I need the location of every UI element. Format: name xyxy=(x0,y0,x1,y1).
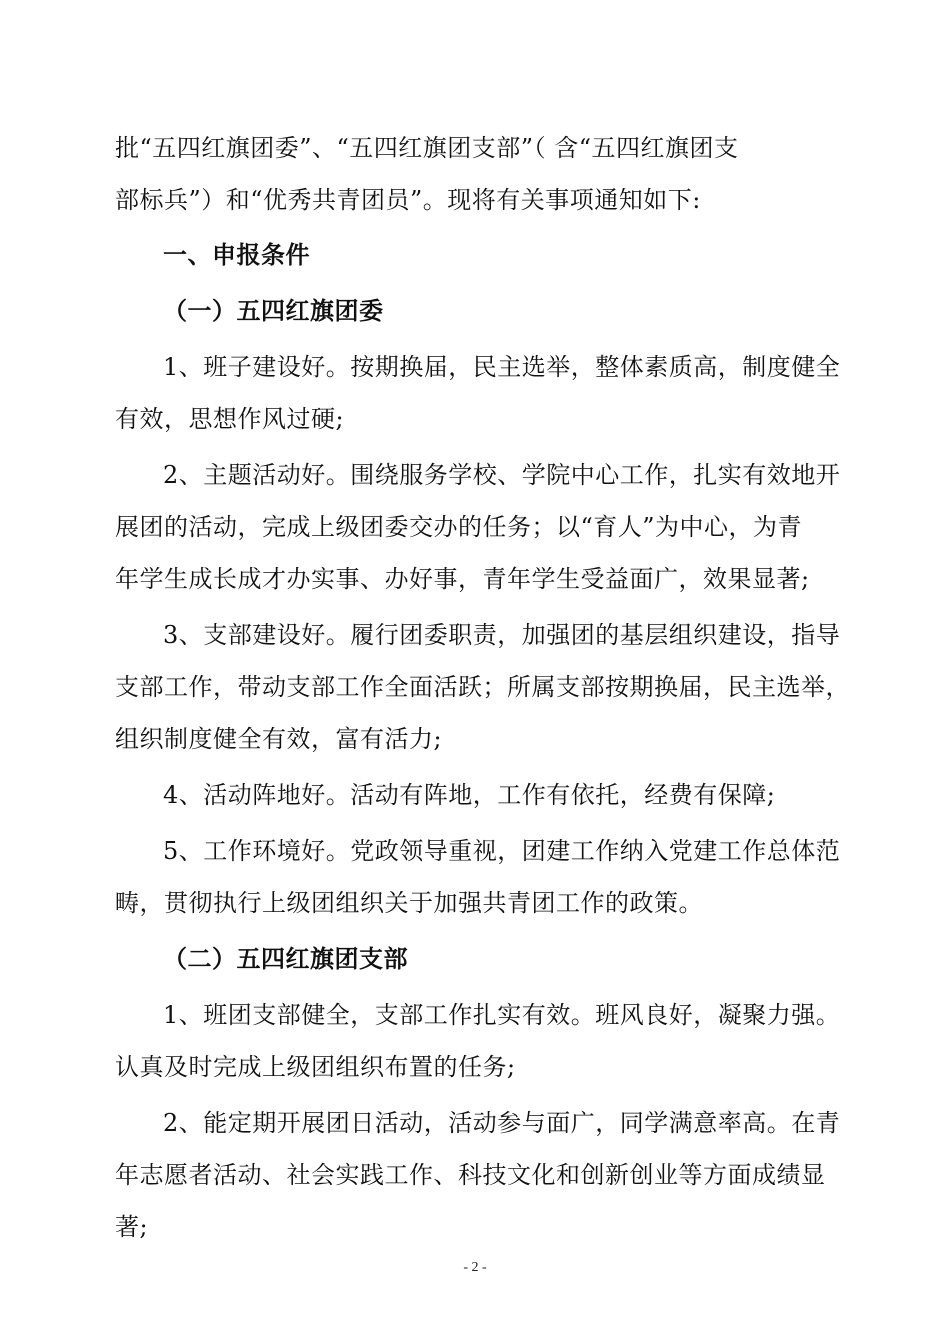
paragraph-line: 认真及时完成上级团组织布置的任务; xyxy=(115,1053,516,1081)
paragraph-line: 1、班子建设好。按期换届，民主选举，整体素质高，制度健全 xyxy=(163,353,841,381)
paragraph-line: 著; xyxy=(115,1213,149,1241)
paragraph-line: 年学生成长成才办实事、办好事，青年学生受益面广，效果显著; xyxy=(115,565,810,593)
paragraph-line: 5、工作环境好。党政领导重视，团建工作纳入党建工作总体范 xyxy=(163,837,841,865)
paragraph-line: 3、支部建设好。履行团委职责，加强团的基层组织建设，指导 xyxy=(163,621,841,649)
paragraph-line: 展团的活动，完成上级团委交办的任务；以“育人”为中心，为青 xyxy=(115,513,803,541)
subsection-heading: （二）五四红旗团支部 xyxy=(163,945,408,973)
intro-line-2: 部标兵”）和“优秀共青团员”。现将有关事项通知如下: xyxy=(115,186,701,214)
paragraph-line: 组织制度健全有效，富有活力; xyxy=(115,725,443,753)
paragraph-line: 2、主题活动好。围绕服务学校、学院中心工作，扎实有效地开 xyxy=(163,461,841,489)
paragraph-line: 有效，思想作风过硬; xyxy=(115,405,345,433)
intro-line-1: 批“五四红旗团委”、“五四红旗团支部”（ 含“五四红旗团支 xyxy=(115,134,739,162)
subsection-heading: （一）五四红旗团委 xyxy=(163,297,384,325)
paragraph-line: 2、能定期开展团日活动，活动参与面广，同学满意率高。在青 xyxy=(163,1109,841,1137)
paragraph-line: 畴，贯彻执行上级团组织关于加强共青团工作的政策。 xyxy=(115,889,703,917)
page-number: - 2 - xyxy=(463,1260,487,1275)
paragraph-line: 年志愿者活动、社会实践工作、科技文化和创新创业等方面成绩显 xyxy=(115,1161,826,1189)
paragraph-line: 1、班团支部健全，支部工作扎实有效。班风良好，凝聚力强。 xyxy=(163,1001,841,1029)
paragraph-line: 4、活动阵地好。活动有阵地，工作有依托，经费有保障; xyxy=(163,781,776,809)
paragraph-line: 支部工作，带动支部工作全面活跃；所属支部按期换届，民主选举， xyxy=(115,673,850,701)
section-heading: 一、申报条件 xyxy=(163,241,310,269)
